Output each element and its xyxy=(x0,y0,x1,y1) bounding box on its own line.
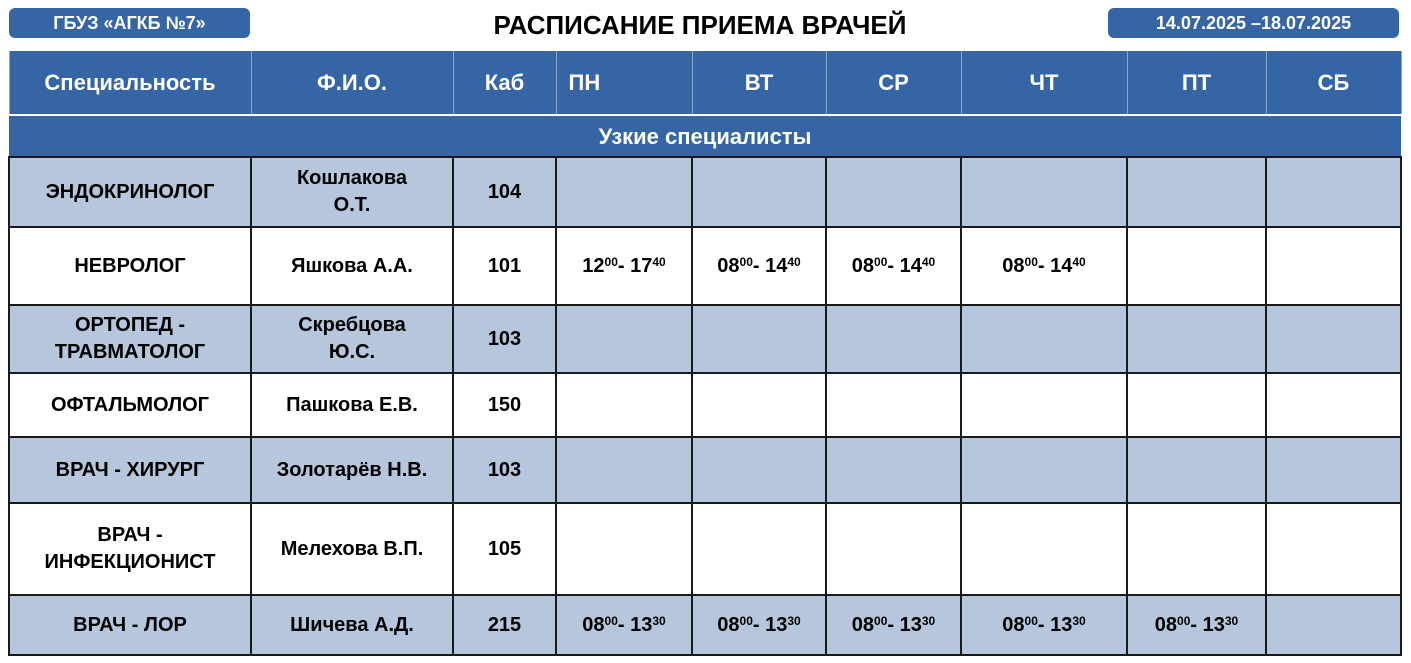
time-cell-sat xyxy=(1266,503,1401,595)
specialty-cell xyxy=(9,373,251,437)
start-hour: 08 xyxy=(1002,613,1025,636)
specialty-line-2: ТРАВМАТОЛОГ xyxy=(54,341,206,363)
end-hour: 14 xyxy=(1050,254,1073,277)
time-cell-thu xyxy=(961,503,1127,595)
room-cell: 103 xyxy=(453,305,556,373)
name-cell xyxy=(251,305,453,373)
table-row xyxy=(9,157,1401,227)
table-row xyxy=(9,227,1401,305)
time-cell-fri xyxy=(1127,157,1266,227)
time-cell-thu xyxy=(961,595,1127,655)
room-cell: 103 xyxy=(453,437,556,503)
start-minute: 00 xyxy=(604,613,618,628)
col-name: Ф.И.О. xyxy=(251,51,453,115)
start-minute: 00 xyxy=(1177,613,1191,628)
end-hour: 13 xyxy=(630,613,653,636)
name-line-1: Кошлакова xyxy=(296,167,408,189)
time-cell-sat xyxy=(1266,373,1401,437)
table-row xyxy=(9,595,1401,655)
time-cell-wed xyxy=(826,595,961,655)
end-hour: 13 xyxy=(1202,613,1225,636)
start-minute: 00 xyxy=(1024,613,1038,628)
end-hour: 14 xyxy=(765,254,788,277)
start-hour: 08 xyxy=(1002,254,1025,277)
time-cell-tue xyxy=(692,503,826,595)
end-minute: 30 xyxy=(652,613,666,628)
name-line-1: Пашкова Е.В. xyxy=(286,393,418,416)
table-row xyxy=(9,305,1401,373)
name-line-1: Шичева А.Д. xyxy=(290,613,414,636)
time-cell-sat xyxy=(1266,437,1401,503)
start-minute: 00 xyxy=(874,254,888,269)
time-cell-thu xyxy=(961,305,1127,373)
time-cell-sat xyxy=(1266,305,1401,373)
time-cell-mon xyxy=(556,305,692,373)
name-cell xyxy=(251,227,453,305)
org-name: ГБУЗ «АГКБ №7» xyxy=(53,12,206,33)
time-separator: - xyxy=(887,613,900,636)
col-specialty: Специальность xyxy=(9,51,251,115)
specialty-cell xyxy=(9,437,251,503)
name-line-2: О.Т. xyxy=(333,194,371,216)
time-cell-thu xyxy=(961,373,1127,437)
name-line-1: Мелехова В.П. xyxy=(280,537,424,560)
table-row xyxy=(9,437,1401,503)
specialty-line-2: ИНФЕКЦИОНИСТ xyxy=(44,551,216,573)
table-row xyxy=(9,503,1401,595)
room-cell: 104 xyxy=(453,157,556,227)
end-hour: 14 xyxy=(899,254,922,277)
time-cell-wed xyxy=(826,157,961,227)
end-minute: 30 xyxy=(921,613,936,628)
time-cell-mon xyxy=(556,227,692,305)
start-hour: 08 xyxy=(717,613,740,636)
time-cell-wed xyxy=(826,437,961,503)
start-hour: 08 xyxy=(717,254,740,277)
col-fri: ПТ xyxy=(1127,51,1266,115)
end-minute: 40 xyxy=(652,254,666,269)
time-cell-fri xyxy=(1127,595,1266,655)
time-cell-tue xyxy=(692,227,826,305)
end-hour: 17 xyxy=(630,254,653,277)
name-line-1: Золотарёв Н.В. xyxy=(276,458,428,481)
end-hour: 13 xyxy=(899,613,922,636)
start-minute: 00 xyxy=(739,254,753,269)
time-separator: - xyxy=(617,254,631,277)
col-wed: СР xyxy=(826,51,961,115)
time-cell-wed xyxy=(826,227,961,305)
time-cell-fri xyxy=(1127,227,1266,305)
org-badge xyxy=(9,8,250,38)
time-cell-fri xyxy=(1127,503,1266,595)
start-minute: 00 xyxy=(739,613,753,628)
specialty-line-1: НЕВРОЛОГ xyxy=(74,254,186,277)
end-minute: 40 xyxy=(1072,254,1086,269)
section-row xyxy=(9,115,1401,157)
specialty-line-1: ОРТОПЕД - xyxy=(74,314,186,336)
specialty-line-1: ВРАЧ - xyxy=(97,524,163,546)
time-cell-fri xyxy=(1127,373,1266,437)
time-cell-mon xyxy=(556,503,692,595)
specialty-cell xyxy=(9,503,251,595)
name-cell xyxy=(251,437,453,503)
time-cell-tue xyxy=(692,157,826,227)
end-hour: 13 xyxy=(765,613,788,636)
col-room: Каб xyxy=(453,51,556,115)
room-cell: 150 xyxy=(453,373,556,437)
time-separator: - xyxy=(617,613,631,636)
col-mon: ПН xyxy=(556,51,692,115)
name-line-1: Яшкова А.А. xyxy=(291,254,413,277)
end-minute: 30 xyxy=(1072,613,1086,628)
end-minute: 30 xyxy=(787,613,801,628)
room-cell: 215 xyxy=(453,595,556,655)
start-minute: 00 xyxy=(604,254,618,269)
specialty-cell xyxy=(9,305,251,373)
schedule-table xyxy=(8,51,1402,656)
time-separator: - xyxy=(1037,613,1051,636)
col-sat: СБ xyxy=(1266,51,1401,115)
start-hour: 12 xyxy=(582,254,605,277)
name-cell xyxy=(251,373,453,437)
specialty-line-1: ОФТАЛЬМОЛОГ xyxy=(50,393,210,416)
time-cell-tue xyxy=(692,595,826,655)
time-cell-wed xyxy=(826,503,961,595)
end-minute: 30 xyxy=(1224,613,1239,628)
end-hour: 13 xyxy=(1050,613,1073,636)
time-cell-wed xyxy=(826,373,961,437)
start-hour: 08 xyxy=(1154,613,1178,636)
time-separator: - xyxy=(752,613,766,636)
col-tue: ВТ xyxy=(692,51,826,115)
time-cell-tue xyxy=(692,437,826,503)
name-line-2: Ю.С. xyxy=(328,341,376,363)
time-cell-thu xyxy=(961,437,1127,503)
time-cell-thu xyxy=(961,227,1127,305)
time-cell-fri xyxy=(1127,437,1266,503)
section-label: Узкие специалисты xyxy=(9,115,1401,157)
name-line-1: Скребцова xyxy=(298,314,406,336)
start-hour: 08 xyxy=(582,613,605,636)
time-separator: - xyxy=(752,254,766,277)
start-minute: 00 xyxy=(1024,254,1038,269)
time-cell-mon xyxy=(556,595,692,655)
time-separator: - xyxy=(1190,613,1203,636)
room-cell: 101 xyxy=(453,227,556,305)
time-cell-mon xyxy=(556,437,692,503)
time-cell-tue xyxy=(692,305,826,373)
time-cell-sat xyxy=(1266,227,1401,305)
specialty-cell xyxy=(9,157,251,227)
time-separator: - xyxy=(887,254,900,277)
time-cell-thu xyxy=(961,157,1127,227)
end-minute: 40 xyxy=(787,254,801,269)
time-cell-tue xyxy=(692,373,826,437)
time-cell-mon xyxy=(556,373,692,437)
start-minute: 00 xyxy=(874,613,888,628)
specialty-line-1: ВРАЧ - ЛОР xyxy=(73,613,187,636)
time-cell-wed xyxy=(826,305,961,373)
start-hour: 08 xyxy=(851,613,875,636)
header-row xyxy=(9,51,1401,115)
room-cell: 105 xyxy=(453,503,556,595)
page-title: РАСПИСАНИЕ ПРИЕМА ВРАЧЕЙ xyxy=(493,10,907,40)
col-thu: ЧТ xyxy=(961,51,1127,115)
specialty-line-1: ЭНДОКРИНОЛОГ xyxy=(45,180,215,203)
time-cell-mon xyxy=(556,157,692,227)
name-cell xyxy=(251,595,453,655)
name-cell xyxy=(251,503,453,595)
end-minute: 40 xyxy=(921,254,936,269)
time-cell-sat xyxy=(1266,595,1401,655)
name-cell xyxy=(251,157,453,227)
time-cell-fri xyxy=(1127,305,1266,373)
specialty-cell xyxy=(9,595,251,655)
start-hour: 08 xyxy=(851,254,875,277)
date-range: 14.07.2025 –18.07.2025 xyxy=(1155,12,1352,33)
specialty-line-1: ВРАЧ - ХИРУРГ xyxy=(55,458,205,481)
time-cell-sat xyxy=(1266,157,1401,227)
time-separator: - xyxy=(1037,254,1051,277)
table-row xyxy=(9,373,1401,437)
specialty-cell xyxy=(9,227,251,305)
date-range-badge xyxy=(1108,8,1399,38)
